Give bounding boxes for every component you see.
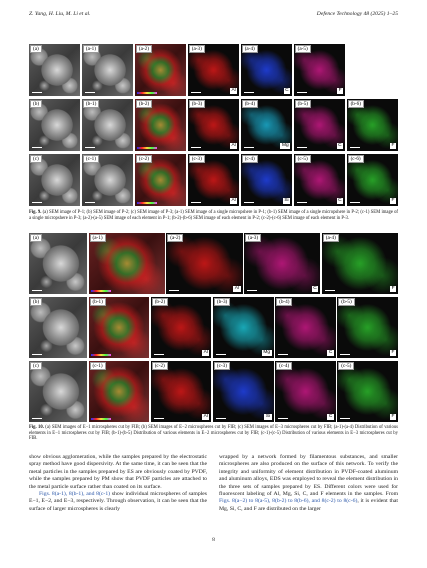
element-map-panel	[337, 361, 398, 422]
panel-label: (b-1)	[83, 100, 99, 108]
color-key-bar	[91, 418, 111, 420]
element-label: Al	[203, 414, 208, 419]
element-label: Al	[231, 143, 236, 148]
sem-image-panel	[29, 99, 80, 151]
panel-label: (c-4)	[242, 155, 258, 163]
element-map-panel	[213, 297, 274, 358]
panel-label: (a-3)	[189, 45, 205, 53]
panel-label: (b-3)	[189, 100, 205, 108]
element-map-panel	[241, 154, 292, 206]
scale-bar	[297, 202, 307, 203]
scale-bar	[32, 202, 42, 203]
panel-label: (c-3)	[214, 362, 230, 370]
sem-image-panel	[82, 44, 133, 96]
element-map-panel	[294, 44, 345, 96]
panel-label: (b-2)	[136, 100, 152, 108]
panel-label: (c-6)	[348, 155, 364, 163]
panel-label: (b-4)	[276, 298, 292, 306]
figure-10	[29, 233, 398, 422]
element-map-panel	[241, 44, 292, 96]
panel-label: (c-2)	[152, 362, 168, 370]
scale-bar	[191, 92, 201, 93]
scale-bar	[350, 147, 360, 148]
body-paragraph	[219, 454, 398, 513]
scale-bar	[32, 418, 42, 419]
element-map-panel	[275, 361, 336, 422]
element-map-panel	[294, 154, 345, 206]
element-label: Si	[284, 198, 289, 203]
panel-label: (a-1)	[90, 234, 106, 242]
color-key-bar	[137, 202, 157, 204]
element-label: F	[338, 88, 342, 93]
scale-bar	[169, 290, 179, 291]
element-map-panel	[337, 297, 398, 358]
panel-label: (b-4)	[242, 100, 258, 108]
panel-label: (c)	[30, 155, 42, 163]
color-key-bar	[91, 354, 111, 356]
element-map-panel	[322, 233, 398, 294]
element-map-panel	[166, 233, 242, 294]
scale-bar	[278, 418, 288, 419]
scale-bar	[216, 354, 226, 355]
sem-image-panel	[29, 297, 87, 358]
scale-bar	[247, 290, 257, 291]
eds-overlay-panel	[135, 44, 186, 96]
element-label: Al	[231, 198, 236, 203]
body-text: , it is evident that Mg, Si, C, and F are distributed on the larger	[219, 498, 398, 512]
element-label: Al	[231, 88, 236, 93]
panel-label: (b-5)	[295, 100, 311, 108]
scale-bar	[32, 147, 42, 148]
eds-overlay-panel	[135, 154, 186, 206]
eds-overlay-panel	[89, 361, 150, 422]
scale-bar	[297, 92, 307, 93]
panel-label: (b-1)	[90, 298, 106, 306]
body-text: wrapped by a network formed by filamentous substances, and smaller microspheres are also produced on the surface of this network. To verify the integrity and uniformity of element distribution in PVDF-coated aluminum and aluminum alloys, EDS was employed to reveal the element distribution in the three sets of samples prepared by ES. Different colors were used for fluorescent labeling of Al, Mg, Si, C, and F elements in the samples. From	[219, 454, 398, 498]
sem-image-panel	[82, 154, 133, 206]
scale-bar	[244, 202, 254, 203]
element-label: F	[391, 143, 395, 148]
body-paragraph: show obvious agglomeration, while the samples prepared by the electrostatic spray method have good dispersivity. At the same time, it can be seen that the metal particles in the samples prepared by ES are obviously coated by PVDF, while the samples prepared by PM show that PVDF particles are attached to the metal particle surface rather than coated on its surface.	[29, 454, 207, 490]
element-map-panel	[275, 297, 336, 358]
scale-bar	[340, 354, 350, 355]
scale-bar	[32, 354, 42, 355]
panel-label: (a)	[30, 45, 42, 53]
scale-bar	[350, 202, 360, 203]
scale-bar	[32, 290, 42, 291]
element-map-panel	[151, 361, 212, 422]
body-left-column	[29, 454, 207, 513]
element-label: F	[391, 414, 395, 419]
element-label: F	[391, 350, 395, 355]
panel-label: (c-2)	[136, 155, 152, 163]
scale-bar	[85, 147, 95, 148]
figure-reference-link[interactable]: Figs. 8(a−2) to 8(a-5), 8(b-2) to 8(b-6), and 8(c-2) to 8(c-6)	[219, 498, 358, 505]
body-text: show individual microspheres of samples E−1, E−2, and E−3, respectively. Through observation, it can be seen that the surface of larger microspheres is clearly	[29, 491, 207, 512]
element-label: C	[328, 414, 333, 419]
panel-label: (a-4)	[242, 45, 258, 53]
scale-bar	[216, 418, 226, 419]
element-label: C	[285, 88, 289, 93]
panel-label: (b)	[30, 298, 42, 306]
element-map-panel	[241, 99, 292, 151]
figure-9	[29, 44, 398, 206]
figure-10-caption-label: Fig. 10.	[29, 425, 44, 430]
element-label: Si	[265, 414, 271, 419]
eds-overlay-panel	[89, 297, 150, 358]
panel-label: (b)	[30, 100, 42, 108]
scale-bar	[191, 202, 201, 203]
color-key-bar	[137, 147, 157, 149]
scale-bar	[340, 418, 350, 419]
figure-10-caption	[29, 425, 398, 442]
body-paragraph	[29, 491, 207, 513]
scale-bar	[32, 92, 42, 93]
element-label: F	[391, 286, 395, 291]
sem-image-panel	[29, 154, 80, 206]
element-map-panel	[347, 99, 398, 151]
color-key-bar	[137, 92, 157, 94]
panel-label: (b-3)	[214, 298, 230, 306]
header-authors: Z. Yang, H. Liu, M. Li et al.	[29, 11, 91, 17]
element-map-panel	[151, 297, 212, 358]
header-journal: Defence Technology 48 (2025) 1–25	[316, 11, 398, 17]
figure-10-caption-text: (a) SEM images of E−1 microspheres cut by FIB; (b) SEM images of E−2 microspheres cut by FIB; (c) SEM images of E−3 microspheres cut by FIB; (a-1)-(a-4) Distribution of various elements in E−1 microspheres cut by FIB; (b-1)-(b-5) Distribution of various elements in E−2 microspheres cut by FIB; (c-1)-(c-5) Distribution of various elements in E−3 microspheres cut by FIB.	[29, 425, 399, 441]
panel-label: (a-5)	[295, 45, 311, 53]
panel-label: (c-1)	[83, 155, 99, 163]
element-map-panel	[188, 154, 239, 206]
element-label: Mg	[263, 350, 271, 355]
figure-9-caption	[29, 210, 398, 221]
panel-label: (c-5)	[295, 155, 311, 163]
element-label: Al	[203, 350, 208, 355]
element-map-panel	[188, 44, 239, 96]
element-map-panel	[347, 154, 398, 206]
element-label: F	[391, 198, 395, 203]
element-map-panel	[188, 99, 239, 151]
sem-image-panel	[82, 99, 133, 151]
panel-label: (c-3)	[189, 155, 205, 163]
scale-bar	[244, 147, 254, 148]
scale-bar	[325, 290, 335, 291]
panel-label: (c-1)	[90, 362, 106, 370]
scale-bar	[297, 147, 307, 148]
panel-label: (b-6)	[348, 100, 364, 108]
element-label: C	[328, 350, 333, 355]
element-map-panel	[213, 361, 274, 422]
eds-overlay-panel	[135, 99, 186, 151]
eds-overlay-panel	[89, 233, 165, 294]
color-key-bar	[91, 290, 111, 292]
figure-9-caption-label: Fig. 9.	[29, 210, 42, 215]
sem-image-panel	[29, 233, 87, 294]
panel-label: (a-1)	[83, 45, 99, 53]
figure-reference-link[interactable]: Figs. 8(a-1), 8(b-1), and 8(c-1)	[39, 491, 111, 498]
sem-image-panel	[29, 361, 87, 422]
panel-label: (a-4)	[323, 234, 339, 242]
element-label: C	[338, 143, 342, 148]
panel-label: (c-4)	[276, 362, 292, 370]
scale-bar	[191, 147, 201, 148]
sem-image-panel	[29, 44, 80, 96]
scale-bar	[85, 202, 95, 203]
panel-label: (a-2)	[167, 234, 183, 242]
panel-label: (a)	[30, 234, 42, 242]
panel-label: (b-2)	[152, 298, 168, 306]
scale-bar	[85, 92, 95, 93]
page-number: 8	[212, 537, 215, 543]
panel-label: (a-2)	[136, 45, 152, 53]
scale-bar	[244, 92, 254, 93]
element-label: Mg	[281, 143, 289, 148]
element-map-panel	[244, 233, 320, 294]
body-right-column	[219, 454, 398, 513]
panel-label: (a-3)	[245, 234, 261, 242]
running-header	[29, 11, 398, 21]
scale-bar	[154, 418, 164, 419]
panel-label: (b-5)	[338, 298, 354, 306]
element-map-panel	[294, 99, 345, 151]
panel-label: (c)	[30, 362, 42, 370]
element-label: Al	[234, 286, 239, 291]
scale-bar	[278, 354, 288, 355]
element-label: C	[338, 198, 342, 203]
scale-bar	[154, 354, 164, 355]
element-label: C	[313, 286, 317, 291]
figure-9-caption-text: (a) SEM image of P-1; (b) SEM image of P-2; (c) SEM image of P-3; (a-1) SEM image of a single micropshere in P-1; (b-1) SEM image of a single micropshere in P-2; (c-1) SEM image of a single micropshere in P-3; (a-2)-(a-5) SEM image of each element in P-1; (b-2)-(b-6) SEM image of each element in P-2; (c-2)-(c-6) SEM image of each element in P-3.	[29, 210, 398, 221]
panel-label: (c-5)	[338, 362, 354, 370]
